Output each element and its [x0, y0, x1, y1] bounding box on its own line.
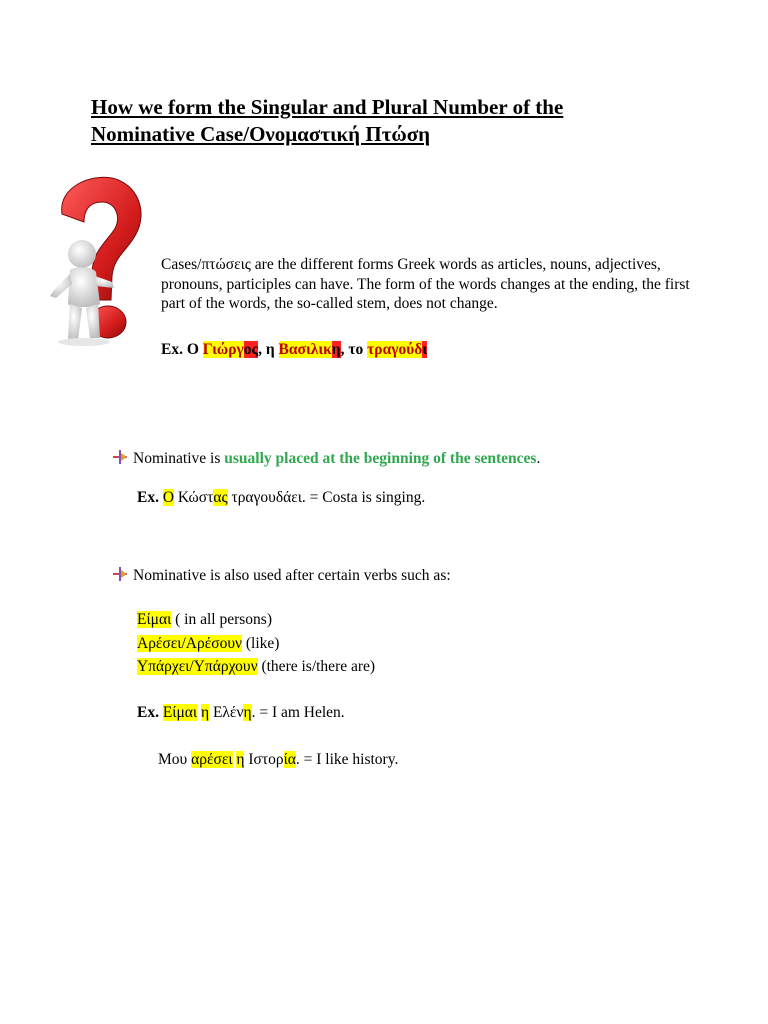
example-4-word-ending: ία — [283, 751, 296, 768]
question-mark-person-icon — [40, 172, 165, 347]
verb-item — [137, 608, 375, 632]
example-2-prefix: Ex. — [137, 489, 163, 506]
example-1-word-2-stem: Βασιλικ — [278, 341, 332, 358]
example-1-word-3-ending: ι — [422, 341, 428, 358]
arrow-bullet-icon — [112, 566, 128, 582]
intro-paragraph: Cases/πτώσεις are the different forms Greek words as articles, nouns, adjectives, pronouns, participles can have. The form of the words changes at the ending, the first part of the words, the so-called stem, does not change. — [161, 256, 690, 313]
example-4-verb: αρέσει — [191, 751, 233, 768]
arrow-bullet-icon — [112, 449, 128, 465]
page-title — [91, 94, 651, 148]
example-1-sep-1: , η — [258, 341, 279, 358]
example-1-word-1-ending: ος — [243, 341, 259, 358]
verb-item — [137, 655, 375, 679]
verb-item-note: ( in all persons) — [171, 611, 272, 628]
example-4-prefix: Μου — [158, 751, 192, 768]
verbs-list — [137, 608, 375, 679]
title-line-2: Nominative Case/Ονομαστική Πτώση — [91, 122, 431, 146]
example-3-word-stem: Ελέν — [209, 704, 244, 721]
example-4-article: η — [236, 751, 245, 768]
verb-item-verb: Είμαι — [137, 611, 172, 628]
example-3-verb: Είμαι — [162, 704, 198, 721]
verb-item-verb: Αρέσει/Αρέσουν — [137, 634, 243, 652]
verb-item-verb: Υπάρχει/Υπάρχουν — [137, 658, 258, 675]
example-4 — [158, 751, 398, 769]
example-2 — [137, 489, 425, 507]
example-1-prefix: Ex. Ο — [161, 341, 203, 358]
example-3-prefix: Ex. — [137, 704, 163, 721]
example-1-word-1-stem: Γιώργ — [202, 341, 244, 358]
example-3 — [137, 704, 345, 722]
verb-item — [137, 632, 375, 656]
bullet-1-lead: Nominative is — [133, 450, 225, 467]
example-2-rest: τραγουδάει. = Costa is singing. — [227, 489, 426, 506]
verb-item-note: (there is/there are) — [257, 658, 376, 675]
bullet-1 — [112, 449, 540, 469]
example-4-word-stem: Ιστορ — [244, 751, 284, 768]
example-3-rest: . = I am Helen. — [251, 704, 345, 721]
example-4-rest: . = I like history. — [295, 751, 399, 768]
bullet-1-tail: . — [536, 450, 541, 467]
example-1-word-3-stem: τραγούδ — [367, 341, 423, 358]
example-1-sep-2: , το — [340, 341, 368, 358]
title-line-1: How we form the Singular and Plural Number of the — [91, 95, 564, 119]
bullet-2-text: Nominative is also used after certain verbs such as: — [133, 567, 451, 584]
example-3-word-ending: η — [243, 704, 252, 721]
example-1 — [161, 341, 427, 359]
example-3-article: η — [200, 704, 210, 721]
example-2-article: Ο — [162, 489, 175, 506]
verb-item-note: (like) — [242, 634, 280, 652]
example-2-word-ending: ας — [213, 489, 228, 506]
example-2-word-stem: Κώστ — [174, 489, 214, 506]
bullet-1-highlight: usually placed at the beginning of the sentences — [224, 450, 537, 467]
example-1-word-2-ending: η — [331, 341, 341, 358]
bullet-2 — [112, 566, 451, 586]
